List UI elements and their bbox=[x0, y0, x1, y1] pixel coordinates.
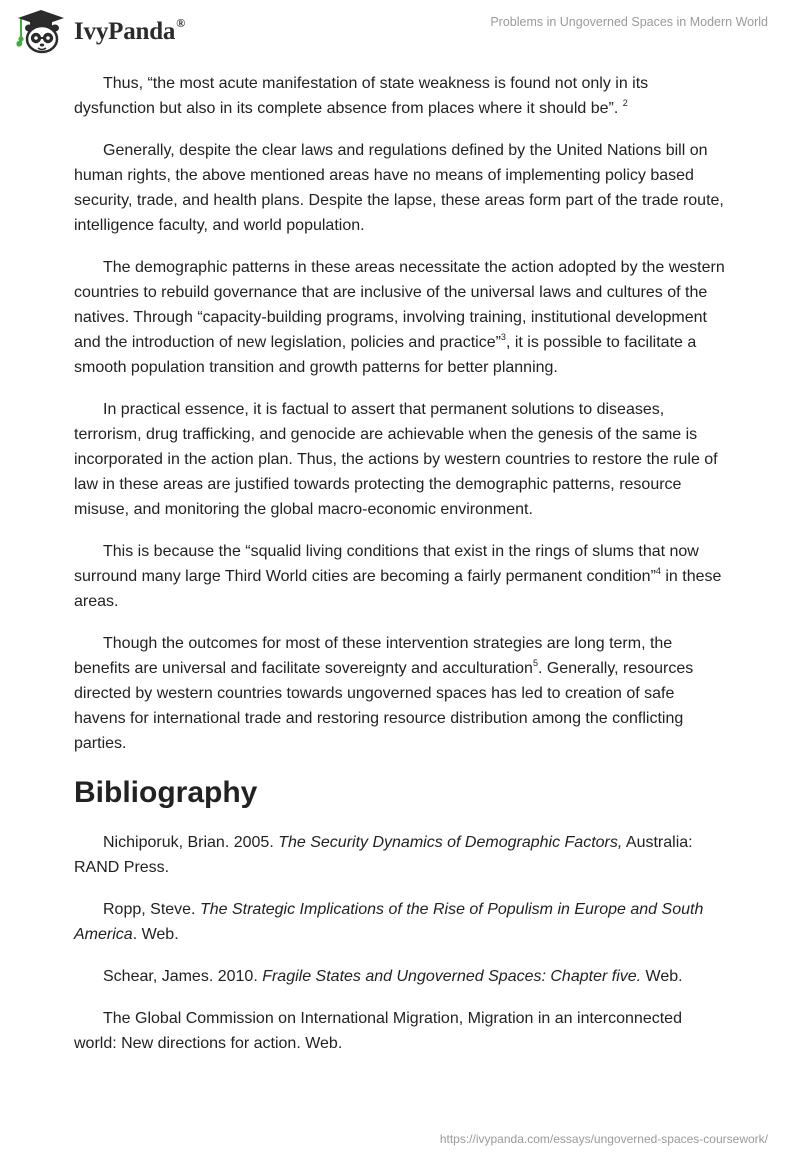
footnote-ref[interactable]: 5 bbox=[532, 657, 538, 668]
source-url[interactable]: https://ivypanda.com/essays/ungoverned-spaces-coursework/ bbox=[439, 1132, 768, 1146]
registered-mark: ® bbox=[176, 16, 185, 30]
brand-name: IvyPanda® bbox=[74, 16, 185, 45]
bibliography-entry: The Global Commission on International Migration, Migration in an interconnected world: New directions for action. Web. bbox=[74, 1010, 682, 1052]
page-header bbox=[0, 0, 800, 62]
footnote-ref[interactable]: 4 bbox=[655, 565, 661, 576]
bibliography-heading: Bibliography bbox=[74, 776, 258, 809]
panda-mascot-icon bbox=[14, 8, 68, 56]
paragraph: Thus, “the most acute manifestation of state weakness is found not only in its dysfunction but also in its complete absence from places where it should be”. $^2$ bbox=[74, 75, 649, 117]
bibliography-entry: Nichiporuk, Brian. 2005. The Security Dynamics of Demographic Factors, Australia: RAND Press. bbox=[74, 834, 693, 876]
document-title: Problems in Ungoverned Spaces in Modern World bbox=[490, 15, 768, 29]
bibliography-entry: Schear, James. 2010. Fragile States and Ungoverned Spaces: Chapter five. Web. bbox=[103, 968, 683, 985]
paragraph: Generally, despite the clear laws and regulations defined by the United Nations bill on human rights, the above mentioned areas have no means of implementing policy based security, trade, and health plans. Despite the lapse, these areas form part of the trade route, intelligence faculty, and world population. bbox=[74, 142, 724, 234]
ivypanda-logo[interactable] bbox=[14, 8, 185, 56]
essay-body bbox=[74, 71, 726, 1073]
paragraph: Though the outcomes for most of these intervention strategies are long term, the benefits are universal and facilitate sovereignty and acculturation$^5$. Generally, resources directed by western countries towards ungoverned spaces has led to creation of safe havens for international trade and restoring resource distribution among the conflicting parties. bbox=[74, 635, 694, 752]
footnote-ref[interactable]: 2 bbox=[622, 97, 628, 108]
bibliography-entry: Ropp, Steve. The Strategic Implications of the Rise of Populism in Europe and South America. Web. bbox=[74, 901, 704, 943]
paragraph: In practical essence, it is factual to assert that permanent solutions to diseases, terrorism, drug trafficking, and genocide are achievable when the genesis of the same is incorporated in the action plan. Thus, the actions by western countries to restore the rule of law in these areas are justified towards protecting the demographic patterns, resource misuse, and monitoring the global macro-economic environment. bbox=[74, 401, 718, 518]
footnote-ref[interactable]: 3 bbox=[500, 331, 506, 342]
paragraph: This is because the “squalid living conditions that exist in the rings of slums that now surround many large Third World cities are becoming a fairly permanent condition”$^4$ in these areas. bbox=[74, 543, 722, 610]
paragraph: The demographic patterns in these areas necessitate the action adopted by the western countries to rebuild governance that are inclusive of the universal laws and cultures of the natives. Through “capacity-building programs, involving training, institutional development and the introduction of new legislation, policies and practice”$^3$, it is possible to facilitate a smooth population transition and growth patterns for better planning. bbox=[74, 259, 725, 376]
